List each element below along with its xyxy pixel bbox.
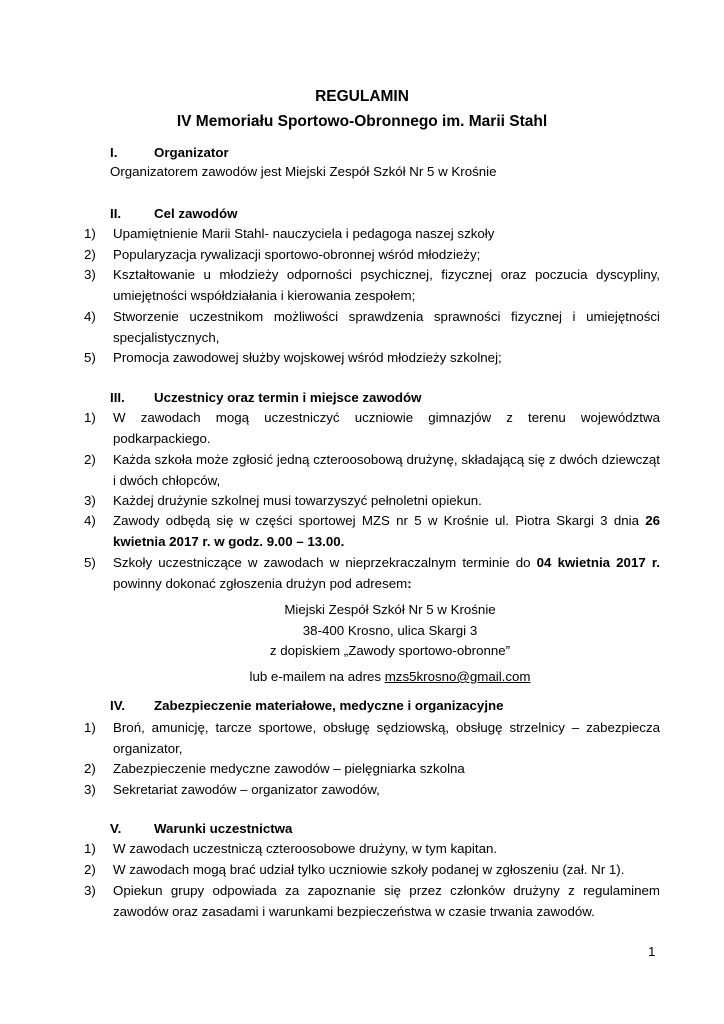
list-item [84, 511, 660, 552]
list-item-text: Każdej drużynie szkolnej musi towarzyszyć pełnoletni opiekun. [113, 493, 482, 508]
email-link[interactable]: mzs5krosno@gmail.com [384, 669, 531, 684]
section-1-text: Organizatorem zawodów jest Miejski Zespół Szkół Nr 5 w Krośnie [110, 164, 497, 179]
section-number: I. [110, 145, 118, 160]
list-item [84, 759, 660, 780]
section-title: Uczestnicy oraz termin i miejsce zawodów [154, 390, 422, 405]
list-item [84, 224, 660, 245]
list-item-number: 2) [84, 862, 96, 877]
list-item-text: W zawodach mogą uczestniczyć uczniowie gimnazjów z terenu województwa podkarpackiego. [113, 410, 660, 446]
list-item-number: 5) [84, 350, 96, 365]
page-number: 1 [648, 944, 656, 959]
list-item-number: 3) [84, 883, 96, 898]
list-item-text: Kształtowanie u młodzieży odporności psychicznej, fizycznej oraz poczucia dyscypliny, umiejętności współdziałania i kierowania zespołem; [113, 267, 660, 303]
section-number: V. [110, 821, 122, 836]
list-item-text: W zawodach mogą brać udział tylko uczniowie szkoły podanej w zgłoszeniu (zał. Nr 1). [113, 862, 625, 877]
email-prefix: lub e-mailem na adres [249, 669, 385, 684]
list-item-number: 2) [84, 452, 96, 467]
list-item-number: 3) [84, 493, 96, 508]
list-item [84, 839, 660, 860]
list-item-text: Promocja zawodowej służby wojskowej wśród młodzieży szkolnej; [113, 350, 502, 365]
address-line: z dopiskiem „Zawody sportowo-obronne” [269, 643, 511, 659]
section-title: Cel zawodów [154, 206, 238, 221]
list-item-text: Opiekun grupy odpowiada za zapoznanie się przez członków drużyny z regulaminem zawodów oraz zasadami i warunkami bezpieczeństwa w czasie trwania zawodów. [113, 883, 660, 919]
section-number: IV. [110, 698, 126, 713]
list-item-number: 5) [84, 555, 96, 570]
list-item-text [113, 511, 660, 552]
event-date: 26 kwietnia 2017 r. w godz. 9.00 – 13.00. [113, 513, 660, 549]
list-item-number: 1) [84, 841, 96, 856]
item-text: Szkoły uczestniczące w zawodach w nieprzekraczalnym terminie do [113, 555, 537, 570]
list-item-number: 2) [84, 247, 96, 262]
list-item-text [113, 553, 660, 594]
list-item-text: Sekretariat zawodów – organizator zawodów, [113, 782, 380, 797]
section-title: Organizator [154, 145, 229, 160]
section-title: Warunki uczestnictwa [154, 821, 293, 836]
list-item-text: Upamiętnienie Marii Stahl- nauczyciela i pedagoga naszej szkoły [113, 226, 495, 241]
list-item [84, 553, 660, 594]
section-title: Zabezpieczenie materiałowe, medyczne i organizacyjne [154, 698, 504, 713]
list-item [84, 265, 660, 306]
list-item [84, 450, 660, 491]
list-item [84, 718, 660, 759]
list-item [84, 348, 660, 369]
list-item [84, 408, 660, 449]
list-item-text: Popularyzacja rywalizacji sportowo-obronnej wśród młodzieży; [113, 247, 481, 262]
document-subtitle: IV Memoriału Sportowo-Obronnego im. Marii Stahl [176, 113, 548, 130]
list-item [84, 491, 660, 512]
list-item-number: 1) [84, 226, 96, 241]
list-item-text: Zabezpieczenie medyczne zawodów – pielęgniarka szkolna [113, 761, 465, 776]
list-item [84, 780, 660, 801]
list-item [84, 860, 660, 881]
list-item [84, 307, 660, 348]
list-item-number: 4) [84, 309, 96, 324]
section-number: III. [110, 390, 125, 405]
list-item-number: 1) [84, 410, 96, 425]
list-item-number: 4) [84, 513, 96, 528]
list-item [84, 245, 660, 266]
address-block [0, 600, 724, 662]
item-text: Zawody odbędą się w części sportowej MZS nr 5 w Krośnie ul. Piotra Skargi 3 dnia [113, 513, 646, 528]
list-item-number: 3) [84, 267, 96, 282]
deadline-date: 04 kwietnia 2017 r. [536, 555, 660, 570]
section-number: II. [110, 206, 122, 221]
list-item-text: W zawodach uczestniczą czteroosobowe drużyny, w tym kapitan. [113, 841, 498, 856]
list-item-number: 2) [84, 761, 96, 776]
list-item-text: Każda szkoła może zgłosić jedną czteroosobową drużynę, składającą się z dwóch dziewcząt i dwóch chłopców, [113, 452, 660, 488]
colon: : [407, 575, 412, 591]
address-line: 38-400 Krosno, ulica Skargi 3 [302, 622, 478, 638]
item-text-continued: powinny dokonać zgłoszenia drużyn pod adresem [113, 575, 408, 591]
list-item-text: Broń, amunicję, tarcze sportowe, obsługę sędziowską, obsługę strzelnicy – zabezpiecza organizator, [113, 720, 660, 756]
document-title: REGULAMIN [315, 88, 409, 105]
list-item-number: 3) [84, 782, 96, 797]
address-line: Miejski Zespół Szkół Nr 5 w Krośnie [284, 602, 496, 617]
list-item-number: 1) [84, 720, 96, 735]
list-item-text: Stworzenie uczestnikom możliwości sprawdzenia sprawności fizycznej i umiejętności specjalistycznych, [113, 309, 660, 345]
email-line [0, 669, 724, 684]
list-item [84, 881, 660, 922]
